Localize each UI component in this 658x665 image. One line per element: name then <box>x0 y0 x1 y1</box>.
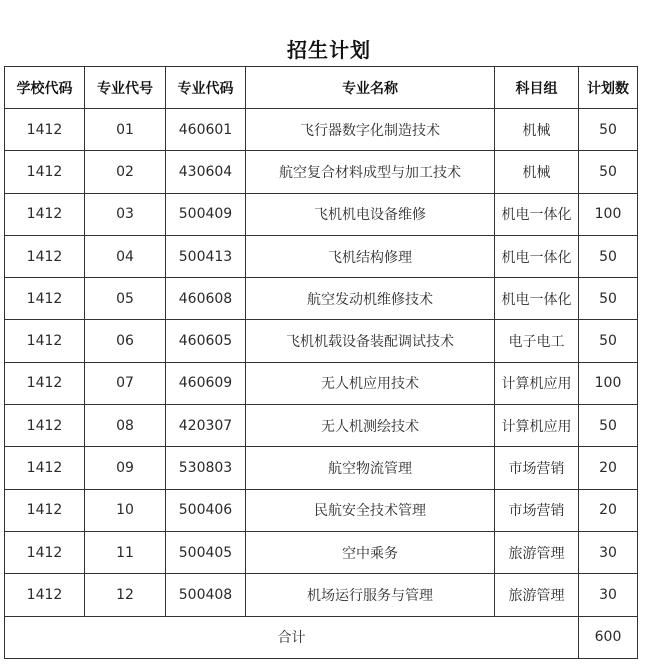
header-major-number: 专业代号 <box>85 67 166 109</box>
table-row <box>5 151 638 193</box>
plan-count-cell: 50 <box>579 405 638 447</box>
plan-count-cell: 50 <box>579 151 638 193</box>
table-row <box>5 574 638 616</box>
table-row <box>5 362 638 404</box>
subject-group-cell: 机械 <box>495 109 579 151</box>
major-name-cell: 飞行器数字化制造技术 <box>246 109 495 151</box>
school-code-cell: 1412 <box>5 235 85 277</box>
major-number-cell: 02 <box>85 151 166 193</box>
plan-count-cell: 50 <box>579 109 638 151</box>
school-code-cell: 1412 <box>5 151 85 193</box>
major-code-cell: 460609 <box>166 362 246 404</box>
subject-group-cell: 旅游管理 <box>495 531 579 573</box>
subject-group-cell: 机械 <box>495 151 579 193</box>
major-number-cell: 04 <box>85 235 166 277</box>
school-code-cell: 1412 <box>5 447 85 489</box>
page-title: 招生计划 <box>287 38 371 62</box>
subject-group-cell: 机电一体化 <box>495 235 579 277</box>
major-name-cell: 机场运行服务与管理 <box>246 574 495 616</box>
school-code-cell: 1412 <box>5 320 85 362</box>
school-code-cell: 1412 <box>5 109 85 151</box>
school-code-cell: 1412 <box>5 531 85 573</box>
major-name-cell: 空中乘务 <box>246 531 495 573</box>
header-subject-group: 科目组 <box>495 67 579 109</box>
subject-group-cell: 机电一体化 <box>495 193 579 235</box>
major-code-cell: 460608 <box>166 278 246 320</box>
major-number-cell: 08 <box>85 405 166 447</box>
plan-count-cell: 100 <box>579 193 638 235</box>
header-major-name: 专业名称 <box>246 67 495 109</box>
major-number-cell: 03 <box>85 193 166 235</box>
major-name-cell: 无人机应用技术 <box>246 362 495 404</box>
plan-count-cell: 20 <box>579 489 638 531</box>
major-code-cell: 500405 <box>166 531 246 573</box>
total-label: 合计 <box>5 616 579 658</box>
major-number-cell: 09 <box>85 447 166 489</box>
major-number-cell: 05 <box>85 278 166 320</box>
table-header-row <box>5 67 638 109</box>
major-name-cell: 飞机机载设备装配调试技术 <box>246 320 495 362</box>
subject-group-cell: 计算机应用 <box>495 362 579 404</box>
major-number-cell: 07 <box>85 362 166 404</box>
subject-group-cell: 市场营销 <box>495 489 579 531</box>
table-body <box>5 109 638 617</box>
total-row <box>5 616 638 658</box>
table-row <box>5 320 638 362</box>
major-code-cell: 460605 <box>166 320 246 362</box>
table-row <box>5 531 638 573</box>
school-code-cell: 1412 <box>5 362 85 404</box>
major-name-cell: 飞机结构修理 <box>246 235 495 277</box>
major-number-cell: 11 <box>85 531 166 573</box>
subject-group-cell: 市场营销 <box>495 447 579 489</box>
table-row <box>5 278 638 320</box>
major-code-cell: 420307 <box>166 405 246 447</box>
table-row <box>5 405 638 447</box>
major-name-cell: 飞机机电设备维修 <box>246 193 495 235</box>
header-plan-count: 计划数 <box>579 67 638 109</box>
header-major-code: 专业代码 <box>166 67 246 109</box>
enrollment-plan-table <box>4 66 638 659</box>
major-name-cell: 无人机测绘技术 <box>246 405 495 447</box>
major-code-cell: 500409 <box>166 193 246 235</box>
plan-count-cell: 20 <box>579 447 638 489</box>
school-code-cell: 1412 <box>5 405 85 447</box>
major-name-cell: 民航安全技术管理 <box>246 489 495 531</box>
major-number-cell: 06 <box>85 320 166 362</box>
major-code-cell: 500406 <box>166 489 246 531</box>
major-name-cell: 航空发动机维修技术 <box>246 278 495 320</box>
major-code-cell: 500413 <box>166 235 246 277</box>
plan-count-cell: 50 <box>579 235 638 277</box>
school-code-cell: 1412 <box>5 193 85 235</box>
major-code-cell: 460601 <box>166 109 246 151</box>
major-name-cell: 航空复合材料成型与加工技术 <box>246 151 495 193</box>
subject-group-cell: 电子电工 <box>495 320 579 362</box>
table-row <box>5 193 638 235</box>
subject-group-cell: 计算机应用 <box>495 405 579 447</box>
subject-group-cell: 旅游管理 <box>495 574 579 616</box>
major-code-cell: 500408 <box>166 574 246 616</box>
major-code-cell: 530803 <box>166 447 246 489</box>
major-number-cell: 01 <box>85 109 166 151</box>
plan-count-cell: 50 <box>579 320 638 362</box>
table-row <box>5 235 638 277</box>
major-number-cell: 10 <box>85 489 166 531</box>
major-number-cell: 12 <box>85 574 166 616</box>
total-value: 600 <box>579 616 638 658</box>
plan-count-cell: 30 <box>579 531 638 573</box>
plan-count-cell: 30 <box>579 574 638 616</box>
school-code-cell: 1412 <box>5 574 85 616</box>
school-code-cell: 1412 <box>5 489 85 531</box>
major-code-cell: 430604 <box>166 151 246 193</box>
plan-count-cell: 50 <box>579 278 638 320</box>
major-name-cell: 航空物流管理 <box>246 447 495 489</box>
table-row <box>5 489 638 531</box>
plan-count-cell: 100 <box>579 362 638 404</box>
subject-group-cell: 机电一体化 <box>495 278 579 320</box>
school-code-cell: 1412 <box>5 278 85 320</box>
header-school-code: 学校代码 <box>5 67 85 109</box>
table-row <box>5 109 638 151</box>
table-row <box>5 447 638 489</box>
